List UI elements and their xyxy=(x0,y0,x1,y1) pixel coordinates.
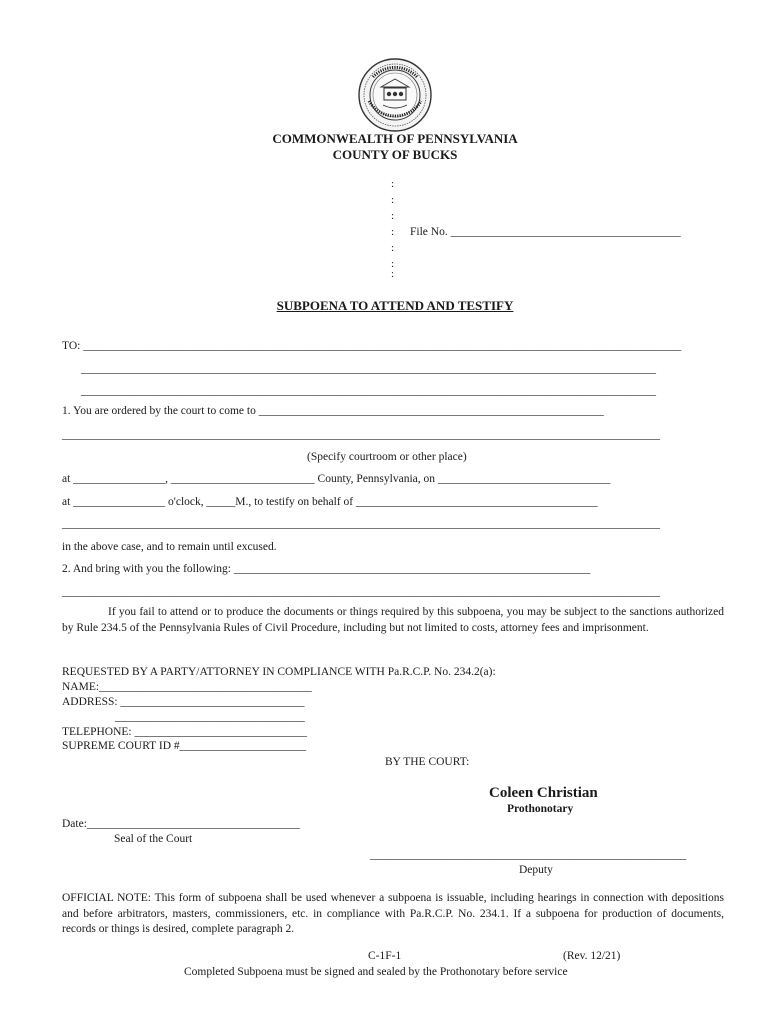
file-number-field[interactable]: File No. ________________________________________ xyxy=(410,226,681,238)
time-behalf-line[interactable]: at ________________ o'clock, _____M., to testify on behalf of __________________________________________ xyxy=(62,496,598,508)
to-field[interactable]: TO: ________________________________________________________________________________________________________ xyxy=(62,340,682,352)
form-revision: (Rev. 12/21) xyxy=(563,950,621,962)
document-title: SUBPOENA TO ATTEND AND TESTIFY xyxy=(276,298,514,313)
behalf-line-2[interactable]: ________________________________________________________________________________________________________ xyxy=(62,518,660,530)
item-2-bring-line-2[interactable]: ________________________________________________________________________________________________________ xyxy=(62,586,660,598)
item-2-bring[interactable]: 2. And bring with you the following: ______________________________________________________________ xyxy=(62,563,591,575)
attorney-address-field[interactable]: ADDRESS: ________________________________ xyxy=(62,696,305,708)
to-field-line-2[interactable]: ____________________________________________________________________________________________________ xyxy=(81,363,656,375)
caption-colon: : xyxy=(391,258,395,270)
caption-colon: : xyxy=(391,242,395,254)
item-1-place[interactable]: 1. You are ordered by the court to come to ____________________________________________________________ xyxy=(62,405,604,417)
to-field-line-3[interactable]: ____________________________________________________________________________________________________ xyxy=(81,385,656,397)
deputy-signature-line[interactable]: _______________________________________________________ xyxy=(370,849,687,861)
header-county: COUNTY OF BUCKS xyxy=(332,147,458,162)
remain-text: in the above case, and to remain until excused. xyxy=(62,541,277,553)
caption-colon: : xyxy=(391,226,395,238)
attorney-name-field[interactable]: NAME:_____________________________________ xyxy=(62,681,312,693)
caption-colon: : xyxy=(391,194,395,206)
court-seal-icon xyxy=(357,57,433,133)
caption-colon: : xyxy=(391,268,395,280)
supreme-court-id-field[interactable]: SUPREME COURT ID #______________________ xyxy=(62,740,307,752)
item-1-place-line-2[interactable]: ________________________________________________________________________________________________________ xyxy=(62,429,660,441)
seal-label: Seal of the Court xyxy=(114,833,193,845)
official-note: OFFICIAL NOTE: This form of subpoena shall be used whenever a subpoena is issuable, including hearings in connection with depositions and before arbitrators, masters, commissioners, etc. in compliance with Pa.R.C.P. No. 234.1. If a subpoena for production of documents, records or things is desired, complete paragraph 2. xyxy=(62,892,724,935)
caption-colon: : xyxy=(391,210,395,222)
deputy-label: Deputy xyxy=(519,864,553,876)
completed-notice: Completed Subpoena must be signed and sealed by the Prothonotary before service xyxy=(184,966,568,978)
attorney-telephone-field[interactable]: TELEPHONE: ______________________________ xyxy=(62,726,308,738)
caption-colon: : xyxy=(391,178,395,190)
form-code: C-1F-1 xyxy=(368,950,402,962)
prothonotary-name: Coleen Christian xyxy=(489,785,598,801)
sanctions-warning: If you fail to attend or to produce the documents or things required by this subpoena, you may be subject to the sanctions authorized by Rule 234.5 of the Pennsylvania Rules of Civil Procedure, including but not limited to costs, attorney fees and imprisonment. xyxy=(62,606,724,634)
date-field[interactable]: Date:_____________________________________ xyxy=(62,818,300,830)
by-the-court: BY THE COURT: xyxy=(385,756,470,768)
specify-place-note: (Specify courtroom or other place) xyxy=(307,451,467,463)
prothonotary-title: Prothonotary xyxy=(507,803,574,815)
attorney-address-line-2[interactable]: _________________________________ xyxy=(115,711,305,723)
header-commonwealth: COMMONWEALTH OF PENNSYLVANIA xyxy=(272,131,518,146)
requested-heading: REQUESTED BY A PARTY/ATTORNEY IN COMPLIANCE WITH Pa.R.C.P. No. 234.2(a): xyxy=(62,666,496,678)
date-county-line[interactable]: at ________________, _________________________ County, Pennsylvania, on ______________________________ xyxy=(62,473,611,485)
